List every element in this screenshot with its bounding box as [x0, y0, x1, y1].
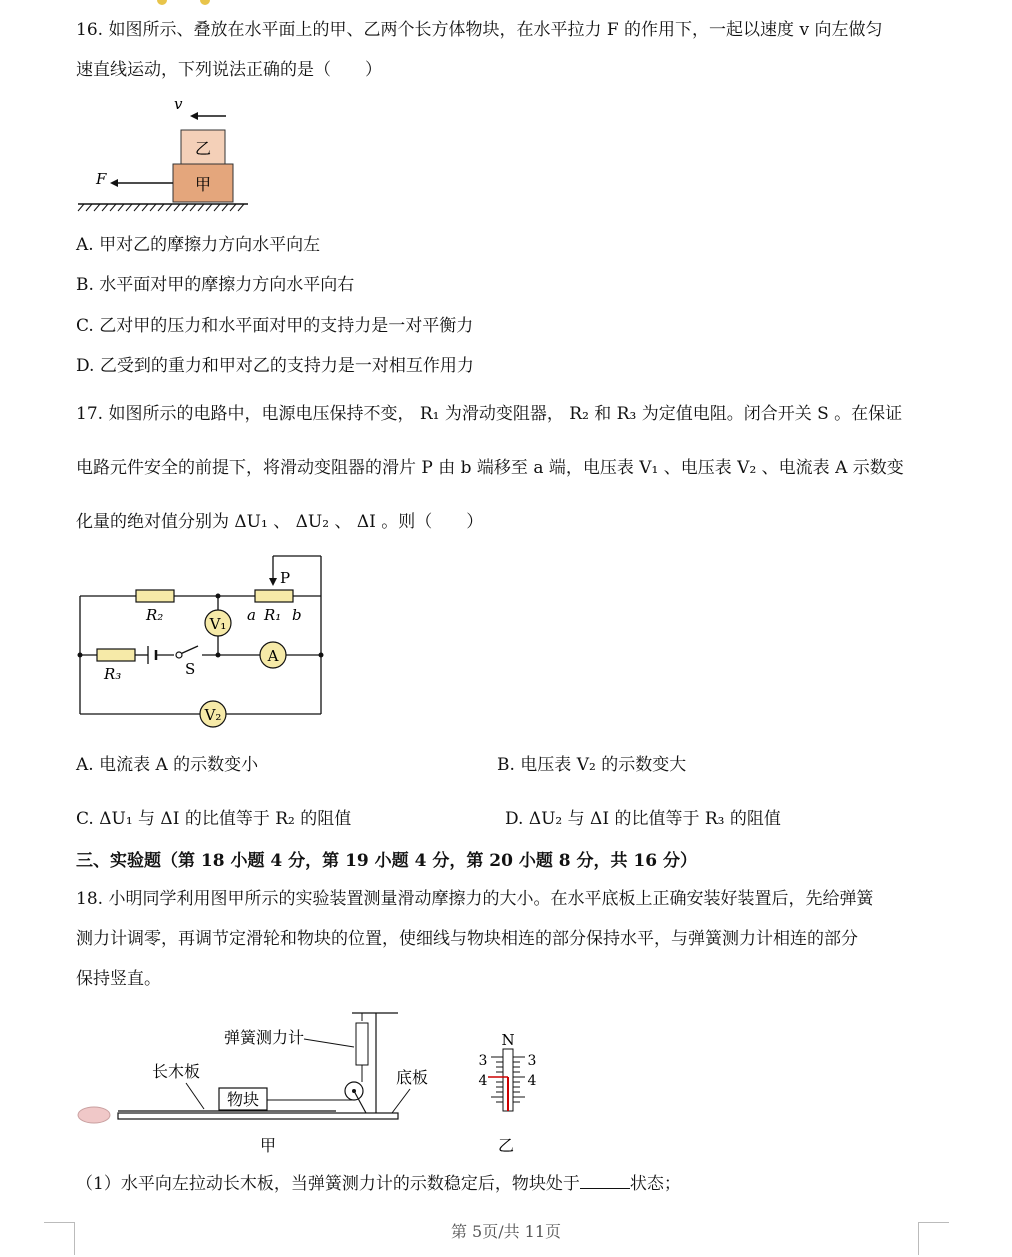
- q17-circuit: [70, 552, 340, 732]
- block-label: 物块: [226, 1090, 260, 1109]
- q18-answer-blank[interactable]: [580, 1170, 630, 1189]
- v2-label: V₂: [204, 706, 222, 724]
- base-label: 底板: [396, 1068, 429, 1087]
- q18-sub1-text: （1）水平向左拉动长木板，当弹簧测力计的示数稳定后，物块处于: [76, 1174, 580, 1194]
- velocity-label: v: [174, 95, 183, 113]
- page-footer: 第 5页/共 11页: [450, 1222, 562, 1241]
- q16-option-a: A. 甲对乙的摩擦力方向水平向左: [76, 235, 321, 255]
- spring-scale-label: 弹簧测力计: [224, 1028, 305, 1047]
- resistor-r2: [136, 590, 174, 602]
- corner-mark-right: [918, 1222, 949, 1255]
- corner-mark-left: [44, 1222, 75, 1255]
- tick-3-left: 3: [478, 1053, 488, 1069]
- r3-label: R₃: [104, 665, 122, 683]
- q17-option-d: D. ΔU₂ 与 ΔI 的比值等于 R₃ 的阻值: [505, 809, 781, 829]
- resistor-r3: [97, 649, 135, 661]
- block-jia-label: 甲: [194, 175, 212, 194]
- q16-option-d: D. 乙受到的重力和甲对乙的支持力是一对相互作用力: [76, 356, 474, 376]
- tick-3-right: 3: [527, 1053, 537, 1069]
- slider-p-label: P: [280, 569, 291, 587]
- section3-title: 三、实验题（第 18 小题 4 分，第 19 小题 4 分，第 20 小题 8 分，共 16 分）: [76, 851, 697, 871]
- long-board-label: 长木板: [152, 1062, 201, 1081]
- hand-icon: [78, 1107, 110, 1123]
- a-end-label: a: [247, 606, 256, 624]
- resistor-r1: [255, 590, 293, 602]
- top-decoration: [150, 0, 230, 8]
- q16-line1: 16. 如图所示、叠放在水平面上的甲、乙两个长方体物块，在水平拉力 F 的作用下，一起以速度 v 向左做匀: [76, 20, 883, 40]
- spring-scale: [356, 1023, 368, 1065]
- q16-figure: [76, 92, 256, 217]
- q18-figure: [76, 1005, 556, 1160]
- unit-n-label: N: [501, 1031, 515, 1049]
- a-label: A: [267, 647, 279, 665]
- v1-label: V₁: [209, 615, 227, 633]
- q16-option-b: B. 水平面对甲的摩擦力方向水平向右: [76, 275, 355, 295]
- block-yi-label: 乙: [194, 139, 212, 158]
- q18-sub1: [76, 1170, 681, 1196]
- switch-s-label: S: [185, 660, 196, 678]
- q18-line3: 保持竖直。: [76, 969, 161, 989]
- force-label: F: [96, 170, 107, 188]
- q18-sub1-suffix: 状态；: [629, 1174, 681, 1194]
- q17-line2: 电路元件安全的前提下，将滑动变阻器的滑片 P 由 b 端移至 a 端，电压表 V₁ 、电压表 V₂ 、电流表 A 示数变: [76, 458, 904, 478]
- r1-label: R₁: [264, 606, 282, 624]
- caption-yi: 乙: [497, 1136, 515, 1155]
- caption-jia: 甲: [259, 1136, 277, 1155]
- b-end-label: b: [292, 606, 302, 624]
- q18-line2: 测力计调零，再调节定滑轮和物块的位置，使细线与物块相连的部分保持水平，与弹簧测力计相连的部分: [76, 929, 858, 949]
- tick-4-left: 4: [478, 1073, 488, 1089]
- r2-label: R₂: [146, 606, 164, 624]
- q17-line1: 17. 如图所示的电路中，电源电压保持不变， R₁ 为滑动变阻器， R₂ 和 R₃ 为定值电阻。闭合开关 S 。在保证: [76, 404, 903, 424]
- base-plate: [118, 1113, 398, 1119]
- q17-option-a: A. 电流表 A 的示数变小: [76, 755, 259, 775]
- q17-option-c: C. ΔU₁ 与 ΔI 的比值等于 R₂ 的阻值: [76, 809, 352, 829]
- q17-line3: 化量的绝对值分别为 ΔU₁ 、 ΔU₂ 、 ΔI 。则（ ）: [76, 512, 484, 532]
- tick-4-right: 4: [527, 1073, 537, 1089]
- q16-line2: 速直线运动，下列说法正确的是（ ）: [76, 60, 382, 80]
- q17-option-b: B. 电压表 V₂ 的示数变大: [497, 755, 687, 775]
- q18-line1: 18. 小明同学利用图甲所示的实验装置测量滑动摩擦力的大小。在水平底板上正确安装好装置后，先给弹簧: [76, 889, 874, 909]
- q16-option-c: C. 乙对甲的压力和水平面对甲的支持力是一对平衡力: [76, 316, 474, 336]
